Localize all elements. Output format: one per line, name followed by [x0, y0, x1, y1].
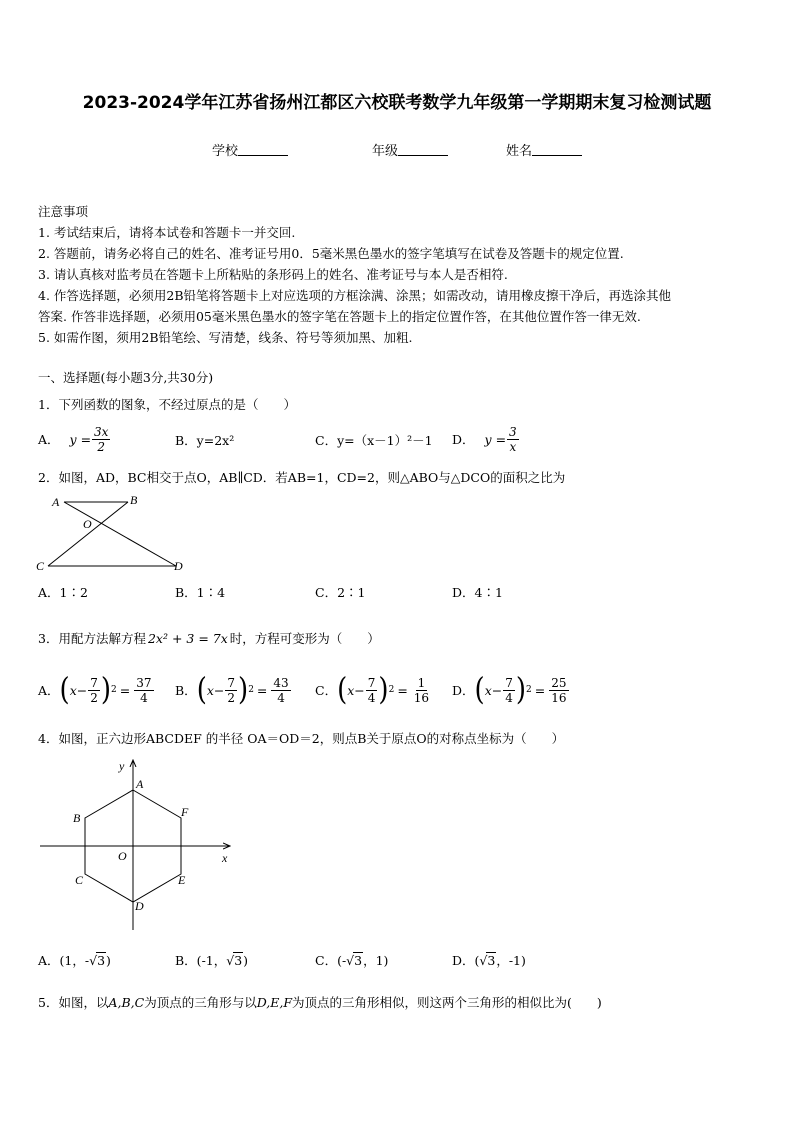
equals-sign: =: [256, 682, 268, 698]
segment-ad: [64, 502, 176, 566]
point-label-b: B: [73, 811, 81, 825]
q3-option-d[interactable]: D． ( x − $\frac{7}{4}$ ) 2 = $\frac{25}{16}$: [452, 672, 567, 708]
q4-stem: 4．如图，正六边形ABCDEF 的半径 OA＝OD＝2，则点B关于原点O的对称点坐标为（ ）: [38, 731, 565, 746]
var: x: [347, 682, 355, 698]
minus-sign: −: [491, 682, 503, 698]
fraction-numerator: 43: [273, 675, 289, 690]
point-label-c: C: [75, 873, 84, 887]
fraction-numerator: 7: [505, 675, 513, 690]
point-label-a: A: [52, 495, 60, 509]
exponent: 2: [248, 685, 254, 695]
fraction-denominator: 4: [505, 690, 513, 705]
q3-stem: [38, 629, 380, 647]
q2-option-c[interactable]: C．2∶1: [315, 585, 366, 600]
q2-option-a[interactable]: A．1∶2: [38, 585, 88, 600]
point-label-o: O: [118, 849, 127, 863]
exponent: 2: [526, 685, 532, 695]
q3-option-b[interactable]: B． ( x − $\frac{7}{2}$ ) 2 = $\frac{43}{4}$: [175, 672, 289, 708]
q2-stem: 2．如图，AD，BC相交于点O，AB∥CD．若AB=1，CD=2，则△ABO与△DCO的面积之比为: [38, 470, 566, 485]
option-text: ，1): [363, 953, 389, 968]
section-heading: 一、选择题(每小题3分,共30分): [38, 370, 214, 385]
fraction-numerator: 37: [136, 675, 152, 690]
stem-text: 为顶点的三角形与以: [144, 995, 257, 1010]
segment-bc: [48, 502, 128, 566]
school-label: 学校: [212, 144, 239, 159]
stem-vertices: A,B,C: [108, 995, 145, 1010]
point-label-a: A: [136, 777, 144, 791]
point-label-o: O: [83, 517, 92, 531]
page-title: 2023-2024学年江苏省扬州江都区六校联考数学九年级第一学期期末复习检测试题: [82, 93, 712, 113]
fraction-denominator: 4: [140, 690, 148, 705]
fraction-denominator: x: [509, 439, 517, 454]
minus-sign: −: [76, 682, 88, 698]
fraction-numerator: 7: [227, 675, 236, 690]
option-label: D．: [452, 683, 475, 698]
point-label-f: F: [181, 805, 189, 819]
name-blank[interactable]: [532, 143, 582, 156]
radicand: 3: [354, 953, 363, 968]
q1-option-a[interactable]: [38, 422, 111, 456]
fraction-denominator: 2: [90, 690, 98, 705]
stem-text: 5．如图，以: [38, 995, 109, 1010]
point-label-d: D: [135, 899, 144, 913]
option-text: ): [106, 953, 111, 968]
axis-label-y: y: [119, 759, 125, 773]
q2-option-d[interactable]: D．4∶1: [452, 585, 503, 600]
stem-equation: 2x² + 3 = 7x: [147, 631, 228, 646]
option-text: D．(: [452, 953, 480, 968]
q3-option-c[interactable]: C． ( x − $\frac{7}{4}$ ) 2 = $\frac{1}{16}$: [315, 672, 430, 708]
exponent: 2: [388, 685, 395, 695]
equals-sign: =: [397, 682, 408, 698]
school-field: [212, 140, 288, 159]
fraction-numerator: 1: [417, 675, 426, 690]
q4-figure: [36, 752, 242, 934]
point-label-c: C: [36, 559, 45, 572]
var: x: [206, 682, 214, 698]
q1-option-d[interactable]: [452, 422, 520, 456]
option-text: A．(1，-: [38, 953, 90, 968]
fraction-denominator: 2: [97, 439, 106, 454]
option-label: A．: [38, 683, 60, 698]
fraction-denominator: 4: [367, 690, 376, 705]
exponent: 2: [111, 685, 117, 695]
grade-field: [372, 140, 448, 159]
fraction-denominator: 4: [277, 690, 285, 705]
var: x: [69, 682, 77, 698]
school-blank[interactable]: [238, 143, 288, 156]
radicand: 3: [487, 953, 496, 968]
equals-sign: =: [534, 682, 546, 698]
q3-option-a[interactable]: A． ( x − $\frac{7}{2}$ ) 2 = $\frac{37}{4}$: [38, 672, 152, 708]
notice-heading: 注意事项: [38, 204, 89, 219]
option-text: ，-1): [496, 953, 526, 968]
point-label-d: D: [174, 559, 183, 572]
fraction-denominator: 16: [551, 690, 567, 705]
notice-item: 5. 如需作图，须用2B铅笔绘、写清楚，线条、符号等须加黑、加粗.: [38, 330, 413, 345]
name-field: [506, 140, 582, 159]
notice-item: 答案. 作答非选择题，必须用05毫米黑色墨水的签字笔在答题卡上的指定位置作答，在其他位置作答一律无效.: [38, 309, 641, 324]
q1-option-c[interactable]: C．y=（x－1）²－1: [315, 433, 433, 448]
notice-item: 3. 请认真核对监考员在答题卡上所粘贴的条形码上的姓名、准考证号与本人是否相符.: [38, 267, 508, 282]
fraction-numerator: 3x: [94, 424, 109, 439]
point-label-e: E: [178, 873, 186, 887]
q5-stem: [38, 993, 602, 1011]
option-text: ): [243, 953, 249, 968]
axis-label-x: x: [222, 851, 228, 865]
minus-sign: −: [354, 682, 365, 698]
name-label: 姓名: [506, 144, 533, 159]
notice-item: 4. 作答选择题，必须用2B铅笔将答题卡上对应选项的方框涂满、涂黑；如需改动，请用橡皮擦干净后，再选涂其他: [38, 288, 672, 303]
stem-vertices: D,E,F: [256, 995, 293, 1010]
option-label: B．: [175, 683, 197, 698]
q4-option-b[interactable]: B．(-1，√3): [175, 953, 249, 968]
fraction-denominator: 16: [413, 690, 430, 705]
option-label: A．: [38, 432, 60, 447]
q2-figure: [30, 490, 190, 572]
fraction-numerator: 3: [509, 424, 517, 439]
expr-prefix: y =: [69, 431, 92, 447]
stem-text: 时，方程可变形为（ ）: [229, 631, 380, 646]
notice-item: 1. 考试结束后，请将本试卷和答题卡一并交回.: [38, 225, 296, 240]
expr-prefix: y =: [484, 431, 507, 447]
minus-sign: −: [213, 682, 225, 698]
var: x: [484, 682, 492, 698]
fraction-numerator: 7: [367, 675, 376, 690]
equals-sign: =: [119, 682, 131, 698]
q1-stem: 1．下列函数的图象，不经过原点的是（ ）: [38, 397, 296, 412]
notice-item: 2. 答题前，请务必将自己的姓名、准考证号用0．5毫米黑色墨水的签字笔填写在试卷及答题卡的规定位置.: [38, 246, 624, 261]
radicand: 3: [97, 953, 106, 968]
q4-option-d[interactable]: D．(√3，-1): [452, 953, 526, 968]
fraction-denominator: 2: [227, 690, 236, 705]
grade-label: 年级: [372, 144, 399, 159]
option-text: B．(-1，: [175, 953, 227, 968]
point-label-b: B: [130, 493, 138, 507]
option-text: C．(-: [315, 953, 347, 968]
radicand: 3: [234, 953, 243, 968]
notice-block: [38, 201, 671, 348]
option-label: D．: [452, 432, 475, 447]
stem-text: 为顶点的三角形相似，则这两个三角形的相似比为( ): [292, 995, 602, 1010]
q2-option-b[interactable]: B．1∶4: [175, 585, 226, 600]
fraction-numerator: 25: [551, 675, 567, 690]
q4-option-a[interactable]: A．(1，-√3): [38, 953, 111, 968]
stem-text: 3．用配方法解方程: [38, 631, 146, 646]
fraction-numerator: 7: [90, 675, 98, 690]
q1-option-b[interactable]: B．y=2x²: [175, 433, 235, 448]
q4-option-c[interactable]: C．(-√3，1): [315, 953, 389, 968]
grade-blank[interactable]: [398, 143, 448, 156]
option-label: C．: [315, 683, 338, 698]
